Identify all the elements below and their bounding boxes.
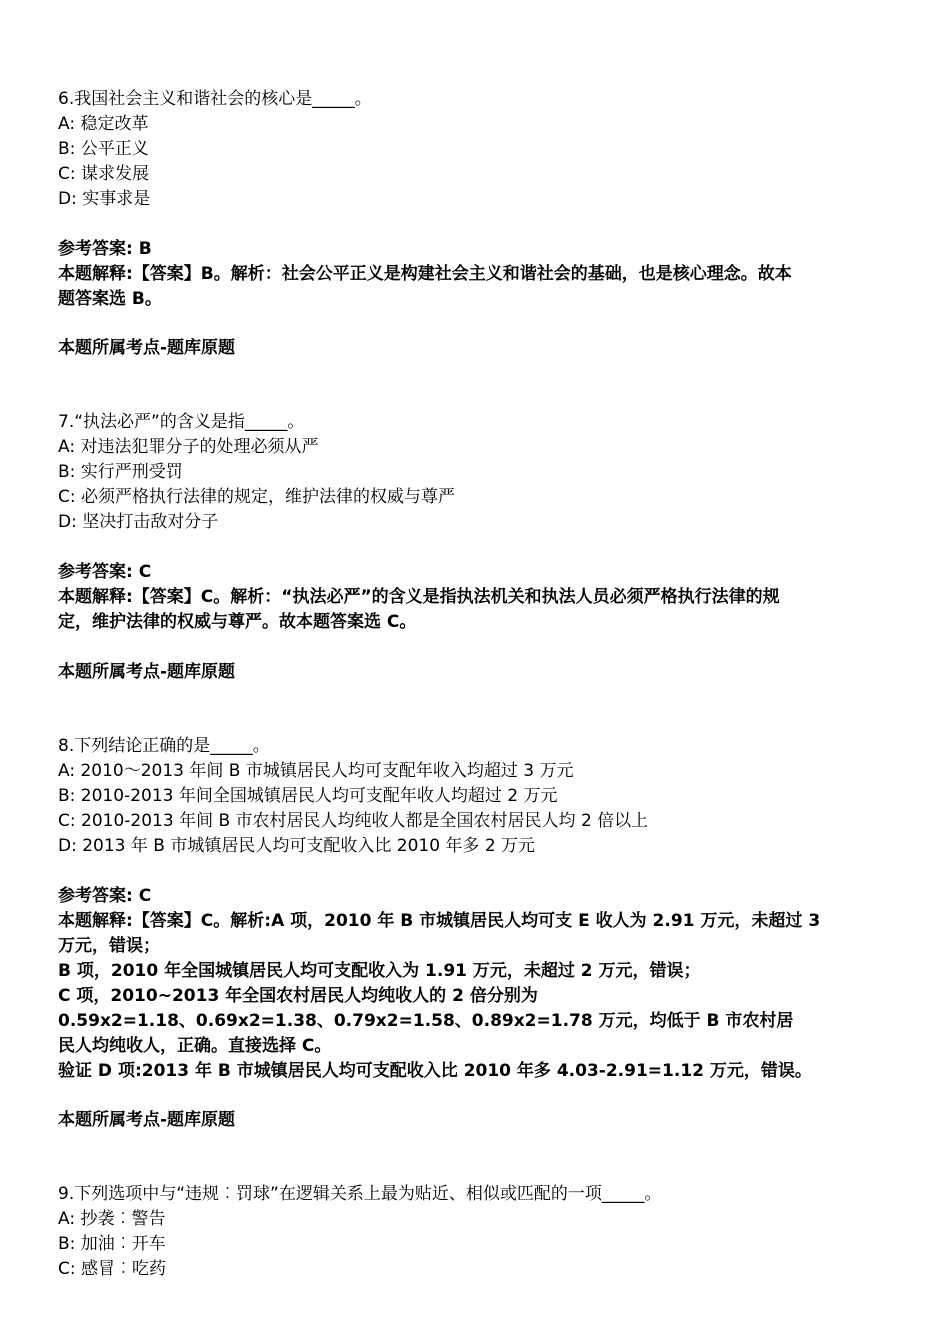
topic-7 [58, 660, 892, 685]
explanation-line: 万元，错误； [58, 936, 160, 956]
topic-label: 本题所属考点-题库原题 [58, 662, 236, 682]
question-7 [58, 410, 892, 535]
question-stem: 6.我国社会主义和谐社会的核心是_____。 [58, 89, 372, 109]
explanation-line: 民人均纯收人，正确。直接选择 C。 [58, 1036, 332, 1056]
option-a: A: 对违法犯罪分子的处理必须从严 [58, 437, 319, 457]
option-a: A: 稳定改革 [58, 114, 149, 134]
option-d: D: 实事求是 [58, 189, 151, 209]
option-b: B: 公平正义 [58, 139, 149, 159]
explanation-line: 本题解释:【答案】C。解析：“执法必严”的含义是指执法机关和执法人员必须严格执行法律的规 [58, 587, 780, 607]
option-c: C: 谋求发展 [58, 164, 150, 184]
explanation-line: 题答案选 B。 [58, 289, 162, 309]
option-c: C: 必须严格执行法律的规定，维护法律的权威与尊严 [58, 487, 456, 507]
answer-block-8 [58, 884, 892, 1084]
option-d: D: 坚决打击敌对分子 [58, 512, 219, 532]
option-b: B: 加油︰开车 [58, 1234, 166, 1254]
explanation-line: 定，维护法律的权威与尊严。故本题答案选 C。 [58, 612, 417, 632]
topic-label: 本题所属考点-题库原题 [58, 1110, 236, 1130]
reference-answer: 参考答案: B [58, 239, 152, 259]
answer-block-6 [58, 237, 892, 312]
option-b: B: 2010-2013 年间全国城镇居民人均可支配年收人均超过 2 万元 [58, 786, 558, 806]
reference-answer: 参考答案: C [58, 562, 152, 582]
topic-6 [58, 336, 892, 361]
question-stem: 8.下列结论正确的是_____。 [58, 736, 270, 756]
option-c: C: 2010-2013 年间 B 市农村居民人均纯收人都是全国农村居民人均 2 倍以上 [58, 811, 649, 831]
question-stem: 9.下列选项中与“违规︰罚球”在逻辑关系上最为贴近、相似或匹配的一项_____。 [58, 1184, 662, 1204]
question-stem: 7.“执法必严”的含义是指_____。 [58, 412, 305, 432]
question-6 [58, 87, 892, 212]
option-a: A: 抄袭︰警告 [58, 1209, 166, 1229]
reference-answer: 参考答案: C [58, 886, 152, 906]
question-8 [58, 734, 892, 859]
topic-label: 本题所属考点-题库原题 [58, 338, 236, 358]
explanation-line: B 项，2010 年全国城镇居民人均可支配收入为 1.91 万元，未超过 2 万元，错误； [58, 961, 701, 981]
explanation-line: 本题解释:【答案】C。解析:A 项，2010 年 B 市城镇居民人均可支 E 收人为 2.91 万元，未超过 3 [58, 911, 821, 931]
explanation-line: 0.59x2=1.18、0.69x2=1.38、0.79x2=1.58、0.89x2=1.78 万元，均低于 B 市农村居 [58, 1011, 794, 1031]
topic-8 [58, 1108, 892, 1133]
explanation-line: 验证 D 项:2013 年 B 市城镇居民人均可支配收入比 2010 年多 4.03-2.91=1.12 万元，错误。 [58, 1061, 812, 1081]
option-b: B: 实行严刑受罚 [58, 462, 183, 482]
answer-block-7 [58, 560, 892, 635]
explanation-line: 本题解释:【答案】B。解析：社会公平正义是构建社会主义和谐社会的基础，也是核心理念。故本 [58, 264, 792, 284]
option-a: A: 2010～2013 年间 B 市城镇居民人均可支配年收入均超过 3 万元 [58, 761, 574, 781]
option-c: C: 感冒︰吃药 [58, 1259, 167, 1279]
explanation-line: C 项，2010~2013 年全国农村居民人均纯收人的 2 倍分别为 [58, 986, 538, 1006]
question-9 [58, 1182, 892, 1282]
option-d: D: 2013 年 B 市城镇居民人均可支配收入比 2010 年多 2 万元 [58, 836, 536, 856]
